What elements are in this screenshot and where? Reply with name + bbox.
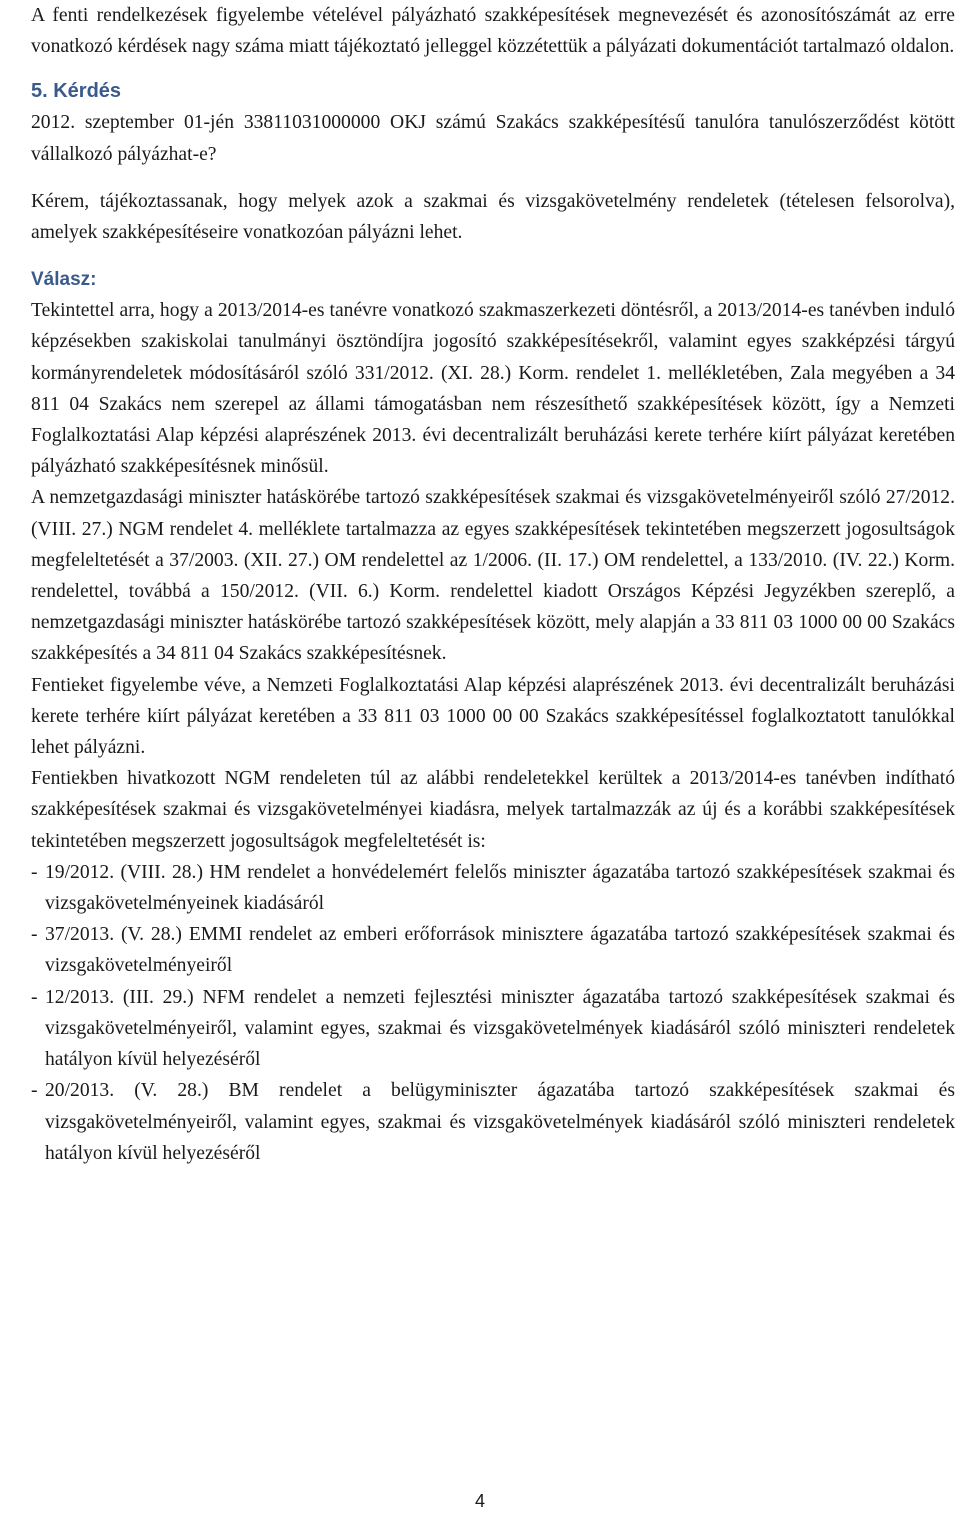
answer-paragraph: A nemzetgazdasági miniszter hatáskörébe tartozó szakképesítések szakmai és vizsgakövetelményeiről szóló 27/2012. (VIII. 27.) NGM rendelet 4. melléklete tartalmazza az egyes szakképesítések tekintetében megszerzett jogosultságok megfeleltetését a 37/2003. (XII. 27.) OM rendelettel az 1/2006. (II. 17.) OM rendelettel, a 133/2010. (IV. 22.) Korm. rendelettel, továbbá a 150/2012. (VII. 6.) Korm. rendelettel kiadott Országos Képzési Jegyzékben szereplő, a nemzetgazdasági miniszter hatáskörébe tartozó szakképesítések között, mely alapján a 33 811 03 1000 00 00 Szakács szakképesítés a 34 811 04 Szakács szakképesítésnek. — [31, 487, 955, 665]
list-item-text: 12/2013. (III. 29.) NFM rendelet a nemzeti fejlesztési miniszter ágazatába tartozó szakképesítések szakmai és vizsgakövetelményeiről, valamint egyes, szakmai és vizsgakövetelmények kiadásáról szóló miniszteri rendeletek hatályon kívül helyezéséről — [45, 986, 955, 1071]
list-dash: - — [31, 924, 38, 946]
document-page — [31, 0, 955, 1169]
intro-paragraph: A fenti rendelkezések figyelembe vételével pályázható szakképesítések megnevezését és azonosítószámát az erre vonatkozó kérdések nagy száma miatt tájékoztató jelleggel közzétettük a pályázati dokumentációt tartalmazó oldalon. — [31, 5, 955, 58]
answer-paragraph: Tekintettel arra, hogy a 2013/2014-es tanévre vonatkozó szakmaszerkezeti döntésről, a 2013/2014-es tanévben induló képzésekben szakiskolai tanulmányi ösztöndíjra jogosító szakképesítésekről, valamint egyes szakképzési tárgyú kormányrendeletek módosításáról szóló 331/2012. (XI. 28.) Korm. rendelet 1. mellékletében, Zala megyében a 34 811 04 Szakács nem szerepel az állami támogatásban nem részesíthető szakképesítések között, így a Nemzeti Foglalkoztatási Alap képzési alaprészének 2013. évi decentralizált beruházási kerete terhére kiírt pályázat keretében pályázható szakképesítésnek minősül. — [31, 300, 955, 478]
list-dash: - — [31, 861, 38, 883]
list-item — [31, 982, 955, 1076]
regulation-list — [31, 857, 955, 1169]
list-item-text: 19/2012. (VIII. 28.) HM rendelet a honvédelemért felelős miniszter ágazatába tartozó szakképesítések szakmai és vizsgakövetelményeinek kiadásáról — [45, 861, 955, 915]
list-item — [31, 857, 955, 919]
list-item — [31, 919, 955, 981]
list-dash: - — [31, 986, 38, 1008]
question-request-text: Kérem, tájékoztassanak, hogy melyek azok a szakmai és vizsgakövetelmény rendeletek (tételesen felsorolva), amelyek szakképesítéseire vonatkozóan pályázni lehet. — [31, 190, 955, 244]
list-item — [31, 1075, 955, 1169]
answer-paragraph: Fentiekben hivatkozott NGM rendeleten túl az alábbi rendeletekkel kerültek a 2013/2014-es tanévben indítható szakképesítések szakmai és vizsgakövetelményei kiadásra, melyek tartalmazzák az új és a korábbi szakképesítések tekintetében megszerzett jogosultságok megfeleltetését is: — [31, 768, 955, 852]
page-number: 4 — [474, 1491, 485, 1511]
list-item-text: 20/2013. (V. 28.) BM rendelet a belügyminiszter ágazatába tartozó szakképesítések szakmai és vizsgakövetelményeiről, valamint egyes, szakmai és vizsgakövetelmények kiadásáról szóló miniszteri rendeletek hatályon kívül helyezéséről — [45, 1080, 955, 1164]
question-text: 2012. szeptember 01-jén 33811031000000 OKJ számú Szakács szakképesítésű tanulóra tanulószerződést kötött vállalkozó pályázhat-e? — [31, 112, 955, 165]
question-heading: 5. Kérdés — [31, 80, 122, 103]
list-dash: - — [31, 1080, 38, 1102]
answer-label: Válasz: — [31, 269, 97, 291]
answer-paragraph: Fentieket figyelembe véve, a Nemzeti Foglalkoztatási Alap képzési alaprészének 2013. évi decentralizált beruházási kerete terhére kiírt pályázat keretében a 33 811 03 1000 00 00 Szakács szakképesítéssel foglalkoztatott tanulókkal lehet pályázni. — [31, 674, 955, 759]
list-item-text: 37/2013. (V. 28.) EMMI rendelet az emberi erőforrások minisztere ágazatába tartozó szakképesítések szakmai és vizsgakövetelményeiről — [45, 924, 955, 977]
